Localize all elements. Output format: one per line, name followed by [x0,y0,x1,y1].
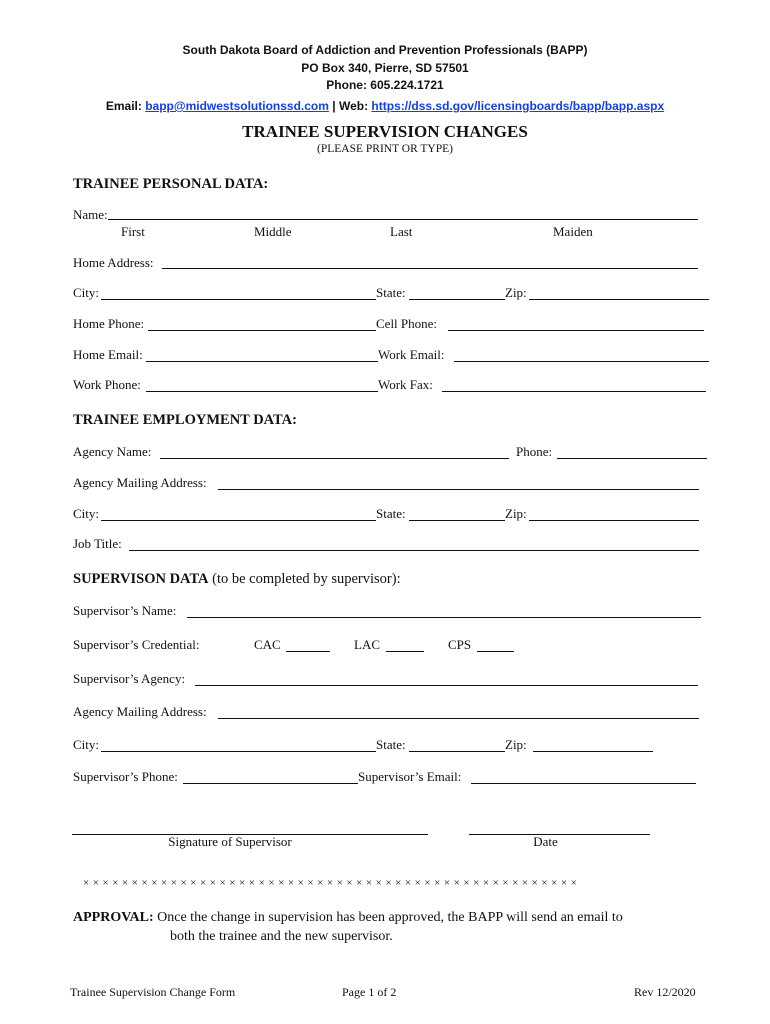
footer-revision: Rev 12/2020 [634,985,696,999]
personal-heading: TRAINEE PERSONAL DATA: [73,176,269,192]
home-email-field[interactable] [146,361,378,362]
org-phone: Phone: 605.224.1721 [326,78,444,92]
supervisor-phone-field[interactable] [183,783,358,784]
work-phone-field[interactable] [146,391,378,392]
job-title-field[interactable] [129,550,699,551]
org-address: PO Box 340, Pierre, SD 57501 [301,61,469,75]
supervisor-credential-label: Supervisor’s Credential: [73,637,200,652]
supervisor-email-field[interactable] [471,783,696,784]
first-caption: First [121,224,145,239]
cac-field[interactable] [286,651,330,652]
emp-zip-field[interactable] [529,520,699,521]
work-email-label: Work Email: [378,347,445,362]
cps-label: CPS [448,637,472,652]
middle-caption: Middle [254,224,292,239]
home-email-label: Home Email: [73,347,143,362]
approval-label: APPROVAL: [73,910,154,925]
city-field[interactable] [101,299,376,300]
work-fax-label: Work Fax: [378,377,433,392]
agency-phone-label: Phone: [516,444,553,459]
sup-state-field[interactable] [409,751,505,752]
sup-state-label: State: [376,737,406,752]
agency-mailing-field[interactable] [218,489,699,490]
home-phone-field[interactable] [148,330,376,331]
home-address-label: Home Address: [73,255,154,270]
state-field[interactable] [409,299,505,300]
emp-state-label: State: [376,506,406,521]
agency-mailing-label: Agency Mailing Address: [73,475,207,490]
cps-field[interactable] [477,651,514,652]
lac-field[interactable] [386,651,424,652]
emp-city-field[interactable] [101,520,376,521]
home-phone-label: Home Phone: [73,316,145,331]
org-name: South Dakota Board of Addiction and Prevention Professionals (BAPP) [182,43,588,57]
maiden-caption: Maiden [553,224,593,239]
employment-heading: TRAINEE EMPLOYMENT DATA: [73,412,297,428]
footer-form-name: Trainee Supervision Change Form [70,985,236,999]
state-label: State: [376,285,406,300]
home-address-field[interactable] [162,268,698,269]
supervision-heading-row [73,571,401,588]
agency-name-label: Agency Name: [73,444,152,459]
job-title-label: Job Title: [73,536,122,551]
supervisor-phone-label: Supervisor’s Phone: [73,769,178,784]
supervision-heading: SUPERVISON DATA [73,571,209,587]
emp-state-field[interactable] [409,520,505,521]
supervisor-email-label: Supervisor’s Email: [358,769,462,784]
supervision-heading-note: (to be completed by supervisor): [208,571,401,587]
sup-city-field[interactable] [101,751,376,752]
work-email-field[interactable] [454,361,709,362]
approval-line1 [73,910,623,926]
zip-field[interactable] [529,299,709,300]
city-label: City: [73,285,100,300]
sup-city-label: City: [73,737,100,752]
signature-caption: Signature of Supervisor [168,834,292,849]
agency-phone-field[interactable] [557,458,707,459]
x-divider: × × × × × × × × × × × × × × × × × × × × × × × × × × × × × × × × × × × × × × × × × × × × × × × × × × × [83,877,578,889]
web-link[interactable]: https://dss.sd.gov/licensingboards/bapp/bapp.aspx [371,99,665,113]
emp-city-label: City: [73,506,100,521]
cell-phone-label: Cell Phone: [376,316,438,331]
approval-text: Once the change in supervision has been approved, the BAPP will send an email to [153,910,623,925]
supervisor-name-field[interactable] [187,617,701,618]
cac-label: CAC [254,637,281,652]
sup-mailing-field[interactable] [218,718,699,719]
zip-label: Zip: [505,285,527,300]
contact-line [0,99,770,113]
approval-line2: both the trainee and the new supervisor. [170,929,393,944]
sup-zip-field[interactable] [533,751,653,752]
supervisor-agency-field[interactable] [195,685,698,686]
name-label: Name: [73,207,108,222]
web-label: Web: [338,99,372,113]
name-field[interactable] [108,219,698,220]
separator: | [328,99,339,113]
date-caption: Date [533,834,558,849]
work-phone-label: Work Phone: [73,377,141,392]
sup-zip-label: Zip: [505,737,527,752]
form-title: TRAINEE SUPERVISION CHANGES [242,122,528,141]
last-caption: Last [390,224,413,239]
cell-phone-field[interactable] [448,330,704,331]
lac-label: LAC [354,637,380,652]
supervisor-agency-label: Supervisor’s Agency: [73,671,186,686]
form-subtitle: (PLEASE PRINT OR TYPE) [317,143,453,155]
email-label: Email: [105,99,146,113]
supervisor-name-label: Supervisor’s Name: [73,603,177,618]
work-fax-field[interactable] [442,391,706,392]
agency-name-field[interactable] [160,458,509,459]
emp-zip-label: Zip: [505,506,527,521]
email-link[interactable]: bapp@midwestsolutionssd.com [145,99,329,113]
sup-mailing-label: Agency Mailing Address: [73,704,207,719]
footer-page-number: Page 1 of 2 [342,985,397,999]
